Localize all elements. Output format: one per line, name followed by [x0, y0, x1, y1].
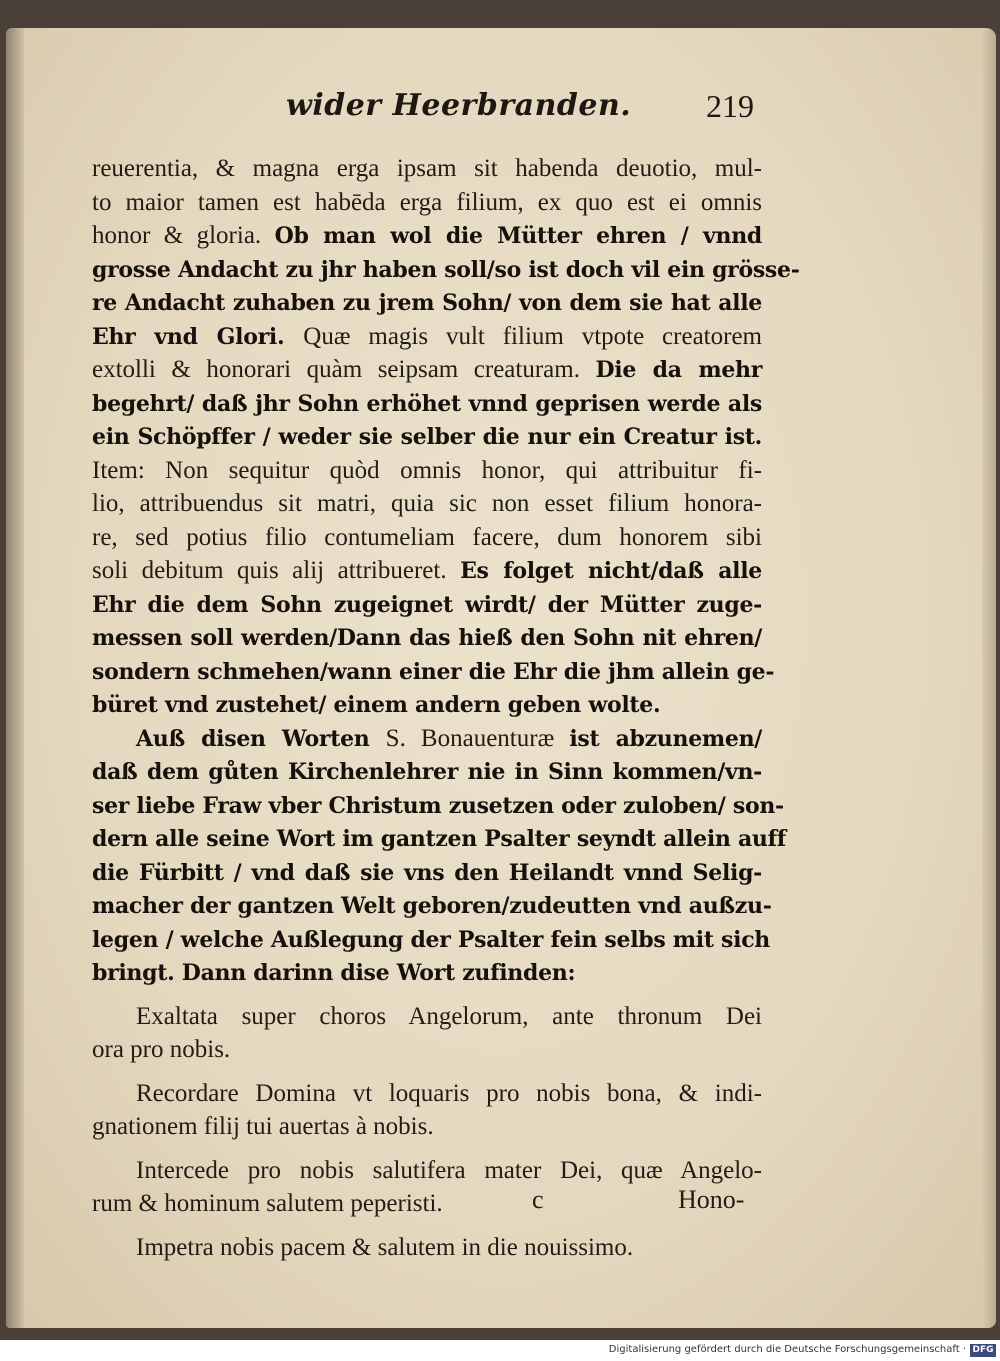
catchword: Hono- — [678, 1185, 745, 1214]
fraktur-text: dern alle seine Wort im gantzen Psalter seyndt allein auff — [92, 826, 786, 852]
fraktur-text: Ehr die dem Sohn zugeignet wirdt/ der Mütter zuge- — [92, 591, 762, 618]
text-line — [92, 1033, 762, 1067]
fraktur-text: Auß disen Worten — [136, 725, 386, 752]
paragraph-gap — [92, 1144, 762, 1154]
latin-text: reuerentia, & magna erga ipsam sit habenda deuotio, mul- — [92, 155, 762, 182]
fraktur-text: ser liebe Fraw vber Christum zusetzen oder zuloben/ son- — [92, 792, 784, 819]
text-line — [92, 286, 762, 320]
text-line — [92, 1077, 762, 1111]
text-line — [92, 253, 800, 287]
page-edge — [982, 28, 996, 1328]
text-line — [92, 454, 762, 488]
text-line — [92, 822, 786, 856]
text-line — [92, 1231, 762, 1265]
latin-text: Intercede pro nobis salutifera mater Dei, quæ Angelo- — [136, 1156, 762, 1184]
text-line — [92, 1187, 762, 1221]
text-line — [92, 889, 772, 923]
fraktur-text: die Fürbitt / vnd daß sie vns den Heilandt vnnd Selig- — [92, 859, 762, 886]
latin-text: gnationem filij tui auertas à nobis. — [92, 1113, 434, 1140]
text-line — [92, 588, 762, 622]
latin-text: re, sed potius filio contumeliam facere, dum honorem sibi — [92, 523, 762, 551]
text-line — [92, 923, 770, 957]
latin-text: ora pro nobis. — [92, 1036, 231, 1063]
text-line — [92, 521, 762, 555]
fraktur-text: Die da mehr — [595, 357, 763, 383]
fraktur-text: büret vnd zustehet/ einem andern geben wolte. — [92, 692, 661, 718]
latin-text: Quæ magis vult filium vtpote creatorem — [303, 322, 762, 350]
dfg-logo: DFG — [970, 1344, 996, 1357]
latin-text: honor & gloria. — [92, 222, 275, 249]
signature-mark: c — [532, 1185, 544, 1214]
text-line — [92, 688, 762, 722]
text-line — [92, 219, 762, 253]
fraktur-text: ist abzunemen/ — [569, 725, 763, 752]
paragraph-gap — [92, 1067, 762, 1077]
text-line — [92, 487, 762, 521]
text-line — [92, 1154, 762, 1188]
latin-text: Recordare Domina vt loquaris pro nobis bona, & indi- — [136, 1079, 762, 1107]
text-line — [92, 956, 762, 990]
text-line — [92, 755, 762, 789]
latin-text: soli debitum quis alij attribueret. — [92, 557, 461, 584]
fraktur-text: Ehr vnd Glori. — [92, 323, 304, 350]
latin-text: Impetra nobis pacem & salutem in die nouissimo. — [136, 1233, 634, 1261]
fraktur-text: daß dem gůten Kirchenlehrer nie in Sinn kommen/vn- — [92, 759, 762, 785]
fraktur-text: ein Schöpffer / weder sie selber die nur ein Creatur ist. — [92, 424, 762, 450]
text-line — [92, 1000, 762, 1034]
body-text — [92, 152, 800, 1264]
fraktur-text: bringt. Dann darinn dise Wort zufinden: — [92, 960, 576, 986]
text-line — [92, 320, 762, 354]
text-line — [92, 856, 762, 890]
page-gutter — [6, 28, 24, 1328]
text-line — [92, 186, 762, 220]
fraktur-text: messen soll werden/Dann das hieß den Sohn nit ehren/ — [92, 625, 762, 651]
digitization-credit: Digitalisierung gefördert durch die Deutsche Forschungsgemeinschaft · — [608, 1344, 966, 1355]
latin-text: to maior tamen est habēda erga filium, ex quo est ei omnis — [92, 188, 762, 216]
fraktur-text: sondern schmehen/wann einer die Ehr die jhm allein ge- — [92, 658, 775, 685]
fraktur-text: re Andacht zuhaben zu jrem Sohn/ von dem sie hat alle — [92, 290, 762, 316]
running-header — [6, 88, 996, 138]
fraktur-text: Es folget nicht/daß alle — [460, 558, 762, 584]
fraktur-text: grosse Andacht zu jhr haben soll/so ist doch vil ein grösse- — [92, 256, 800, 283]
fraktur-text: begehrt/ daß jhr Sohn erhöhet vnnd geprisen werde als — [92, 390, 762, 417]
fraktur-text: legen / welche Außlegung der Psalter fein selbs mit sich — [92, 926, 770, 953]
fraktur-text: macher der gantzen Welt geboren/zudeutten vnd außzu- — [92, 893, 772, 919]
paragraph-gap — [92, 990, 762, 1000]
text-line — [92, 152, 762, 186]
page-number: 219 — [706, 88, 754, 124]
text-line — [92, 722, 762, 756]
latin-text: S. Bonauenturæ — [385, 724, 570, 752]
text-line — [92, 353, 762, 387]
running-title: wider Heerbranden. — [286, 88, 632, 123]
text-line — [92, 621, 762, 655]
text-line — [92, 420, 762, 454]
latin-text: lio, attribuendus sit matri, quia sic non esset filium honora- — [92, 490, 762, 517]
latin-text: Exaltata super choros Angelorum, ante thronum Dei — [136, 1002, 762, 1030]
fraktur-text: Ob man wol die Mütter ehren / vnnd — [274, 223, 762, 249]
latin-text: Item: Non sequitur quòd omnis honor, qui attribuitur fi- — [92, 456, 762, 484]
text-line — [92, 789, 784, 823]
latin-text: extolli & honorari quàm seipsam creaturam. — [92, 356, 596, 383]
text-line — [92, 387, 762, 421]
text-line — [92, 655, 775, 689]
latin-text: rum & hominum salutem peperisti. — [92, 1190, 443, 1217]
book-page — [6, 28, 996, 1328]
text-line — [92, 1110, 762, 1144]
paragraph-gap — [92, 1221, 762, 1231]
text-line — [92, 554, 762, 588]
